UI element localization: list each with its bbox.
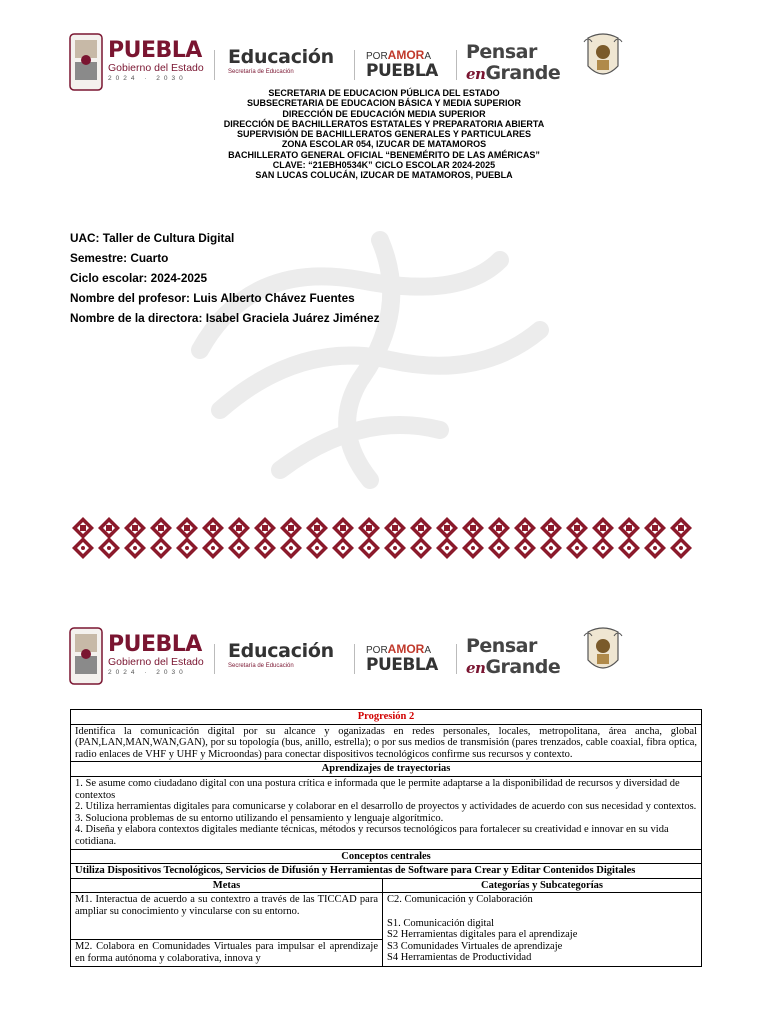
school-crest-icon bbox=[582, 626, 624, 678]
educacion-logo bbox=[228, 46, 338, 76]
meta-m1: M1. Interactua de acuerdo a su contextro a través de las TICCAD para ampliar su conocimiento y vincularse con su entorno. bbox=[71, 893, 383, 940]
amor-logo-por: POR bbox=[366, 645, 388, 656]
pensar-logo-grande: Grande bbox=[485, 656, 561, 678]
categorias-cell bbox=[383, 893, 702, 966]
header-line: CLAVE: “21EBH0534K” CICLO ESCOLAR 2024-2025 bbox=[272, 160, 496, 171]
amor-logo-amor: AMOR bbox=[387, 642, 425, 656]
school-cycle-line: Ciclo escolar: 2024-2025 bbox=[70, 271, 208, 285]
school-crest-icon bbox=[582, 32, 624, 84]
categoria-line: S2 Herramientas digitales para el aprendizaje bbox=[387, 929, 578, 941]
categoria-line: S4 Herramientas de Productividad bbox=[387, 952, 532, 964]
header-line: SAN LUCAS COLUCÁN, IZUCAR DE MATAMOROS, PUEBLA bbox=[255, 170, 513, 181]
pensar-en-grande-logo bbox=[466, 636, 566, 679]
pattern-motif-icon bbox=[176, 517, 198, 559]
header-line: DIRECCIÓN DE EDUCACIÓN MEDIA SUPERIOR bbox=[282, 108, 486, 119]
pattern-motif-icon bbox=[566, 517, 588, 559]
educacion-logo bbox=[228, 640, 338, 670]
teacher-line: Nombre del profesor: Luis Alberto Chávez Fuentes bbox=[70, 291, 355, 305]
amor-logo-amor: AMOR bbox=[387, 48, 425, 62]
conceptos-text: Utiliza Dispositivos Tecnológicos, Servicios de Difusión y Herramientas de Software para Crear y Editar Contenidos Digitales bbox=[71, 864, 702, 879]
puebla-government-logo bbox=[108, 40, 243, 84]
header-line: ZONA ESCOLAR 054, IZUCAR DE MATAMOROS bbox=[281, 139, 487, 150]
categorias-header: Categorías y Subcategorías bbox=[383, 878, 702, 893]
progression-description: Identifica la comunicación digital por su alcance y oganizadas en redes personales, locales, metropolitana, área ancha, global (PAN,LAN,MAN,WAN,GAN), por su topología (bus, anillo, estrella); o por sus medios de transmisión (pares trenzados, cable coaxial, fibra optica, radio enlaces de VHF y UHF y Microondas) para conectar dispositivos tecnológicos confirme sus recursos y contexto. bbox=[71, 724, 702, 762]
pattern-motif-icon bbox=[618, 517, 640, 559]
course-info bbox=[70, 228, 379, 328]
puebla-logo-title: PUEBLA bbox=[108, 38, 202, 63]
amor-logo-a: A bbox=[424, 645, 432, 656]
director-line: Nombre de la directora: Isabel Graciela Juárez Jiménez bbox=[70, 311, 380, 325]
amor-logo-puebla: PUEBLA bbox=[366, 61, 438, 81]
pattern-motif-icon bbox=[124, 517, 146, 559]
institution-header bbox=[0, 88, 768, 181]
pattern-motif-icon bbox=[384, 517, 406, 559]
logo-divider bbox=[456, 50, 457, 80]
aprendizaje-item: 1. Se asume como ciudadano digital con una postura crítica e informada que le permite adaptarse a la disponibilidad de recursos y diversidad de contextos bbox=[75, 777, 680, 801]
amor-logo-puebla: PUEBLA bbox=[366, 655, 438, 675]
pattern-motif-icon bbox=[306, 517, 328, 559]
pensar-logo-grande: Grande bbox=[485, 62, 561, 84]
puebla-logo-subtitle: Gobierno del Estado bbox=[108, 62, 204, 74]
pattern-motif-icon bbox=[462, 517, 484, 559]
aprendizajes-header: Aprendizajes de trayectorias bbox=[71, 762, 702, 777]
pattern-motif-icon bbox=[98, 517, 120, 559]
por-amor-a-puebla-logo bbox=[366, 49, 446, 80]
pattern-motif-icon bbox=[150, 517, 172, 559]
pensar-logo-title: Pensar bbox=[466, 635, 537, 657]
pattern-motif-icon bbox=[72, 517, 94, 559]
pattern-motif-icon bbox=[410, 517, 432, 559]
categoria-line: S1. Comunicación digital bbox=[387, 917, 495, 929]
header-line: SUPERVISIÓN DE BACHILLERATOS GENERALES Y PARTICULARES bbox=[236, 129, 532, 140]
uac-line: UAC: Taller de Cultura Digital bbox=[70, 231, 235, 245]
categoria-line: C2. Comunicación y Colaboración bbox=[387, 894, 533, 906]
categoria-spacer bbox=[387, 906, 697, 918]
pensar-logo-title: Pensar bbox=[466, 41, 537, 63]
pattern-motif-icon bbox=[540, 517, 562, 559]
logo-divider bbox=[354, 644, 355, 674]
header-line: BACHILLERATO GENERAL OFICIAL “BENEMÉRITO DE LAS AMÉRICAS” bbox=[228, 149, 540, 160]
pattern-motif-icon bbox=[280, 517, 302, 559]
pensar-logo-en: en bbox=[466, 659, 486, 677]
aprendizaje-item: 4. Diseña y elabora contextos digitales mediante técnicas, métodos y recursos tecnológicos para fortalecer su creatividad e innovar en su vida cotidiana. bbox=[75, 824, 669, 847]
puebla-logo-title: PUEBLA bbox=[108, 632, 202, 657]
decorative-pattern-band bbox=[70, 515, 696, 561]
pattern-motif-icon bbox=[488, 517, 510, 559]
educacion-logo-subtitle: Secretaría de Educación bbox=[228, 663, 294, 669]
header-line: SECRETARIA DE EDUCACION PÚBLICA DEL ESTADO bbox=[268, 88, 500, 98]
conceptos-header: Conceptos centrales bbox=[71, 849, 702, 864]
pattern-motif-icon bbox=[254, 517, 276, 559]
logo-divider bbox=[354, 50, 355, 80]
pattern-motif-icon bbox=[202, 517, 224, 559]
aprendizaje-item: 3. Soluciona problemas de su entorno utilizando el pensamiento y lenguaje algorítmico. bbox=[75, 812, 444, 824]
pattern-motif-icon bbox=[332, 517, 354, 559]
pattern-motif-icon bbox=[358, 517, 380, 559]
pattern-motif-icon bbox=[644, 517, 666, 559]
aprendizaje-item: 2. Utiliza herramientas digitales para comunicarse y colaborar en el desarrollo de proyectos y actividades de acuerdo con sus necesidad y contextos. bbox=[75, 801, 697, 813]
logo-header bbox=[68, 626, 628, 692]
progression-title: Progresión 2 bbox=[71, 710, 702, 725]
pensar-en-grande-logo bbox=[466, 42, 566, 85]
document-page-2 bbox=[0, 600, 768, 1024]
pattern-motif-icon bbox=[592, 517, 614, 559]
semester-line: Semestre: Cuarto bbox=[70, 251, 169, 265]
educacion-logo-subtitle: Secretaría de Educación bbox=[228, 69, 294, 75]
pattern-motif-icon bbox=[670, 517, 692, 559]
puebla-government-logo bbox=[108, 634, 243, 678]
state-coat-of-arms-icon bbox=[68, 32, 104, 92]
logo-divider bbox=[456, 644, 457, 674]
pattern-motif-icon bbox=[228, 517, 250, 559]
amor-logo-a: A bbox=[424, 51, 432, 62]
puebla-logo-years: 2024 · 2030 bbox=[108, 75, 187, 82]
pensar-logo-en: en bbox=[466, 65, 486, 83]
educacion-logo-title: Educación bbox=[228, 46, 334, 68]
aprendizajes-cell bbox=[71, 776, 702, 849]
amor-logo-por: POR bbox=[366, 51, 388, 62]
puebla-logo-years: 2024 · 2030 bbox=[108, 669, 187, 676]
pattern-motif-icon bbox=[436, 517, 458, 559]
pattern-motif-icon bbox=[514, 517, 536, 559]
metas-header: Metas bbox=[71, 878, 383, 893]
progression-table bbox=[70, 709, 702, 967]
por-amor-a-puebla-logo bbox=[366, 643, 446, 674]
educacion-logo-title: Educación bbox=[228, 640, 334, 662]
header-line: DIRECCIÓN DE BACHILLERATOS ESTATALES Y PREPARATORIA ABIERTA bbox=[223, 118, 545, 129]
meta-m2: M2. Colabora en Comunidades Virtuales para impulsar el aprendizaje en forma autónoma y colaborativa, innova y bbox=[71, 940, 383, 966]
categoria-line: S3 Comunidades Virtuales de aprendizaje bbox=[387, 940, 563, 952]
logo-divider bbox=[214, 50, 215, 80]
puebla-logo-subtitle: Gobierno del Estado bbox=[108, 656, 204, 668]
state-coat-of-arms-icon bbox=[68, 626, 104, 686]
logo-divider bbox=[214, 644, 215, 674]
header-line: SUBSECRETARIA DE EDUCACION BÁSICA Y MEDIA SUPERIOR bbox=[246, 98, 522, 109]
